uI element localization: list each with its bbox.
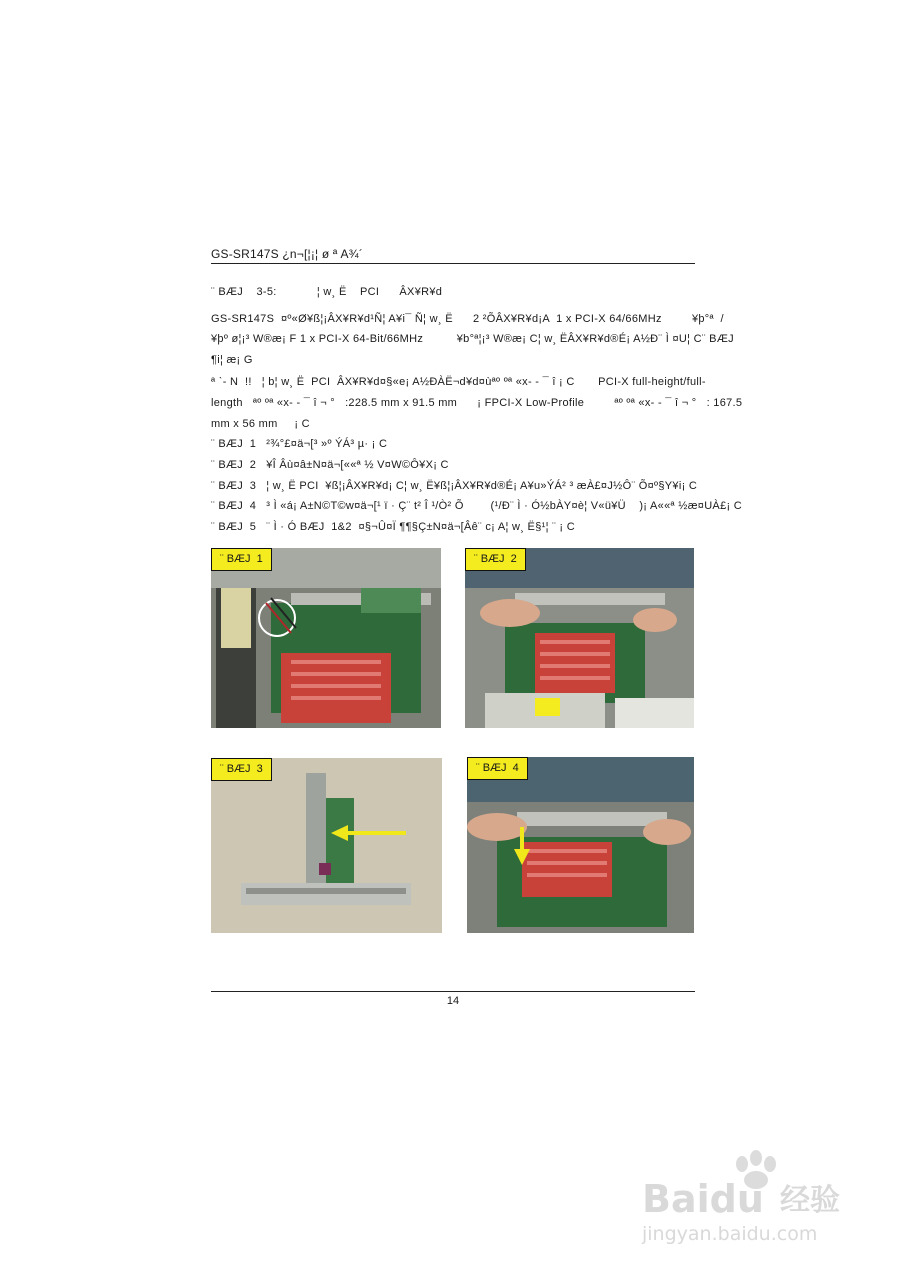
step-label-4: ¨ BÆJ 4: [467, 757, 528, 780]
server-chassis-photo: [465, 548, 694, 728]
body-line: ¨ BÆJ 2 ¥Î Âù¤â±N¤ä¬[««ª ½ V¤W©Ô¥X¡ C: [211, 459, 449, 471]
photo-step-1: [211, 548, 441, 728]
server-chassis-photo: [211, 548, 441, 728]
body-line: ¨ BÆJ 5 ¨ Ì · Ó BÆJ 1&2 ¤§¬Û¤Ï ¶¶§Ç±N¤ä¬[Âê¨ c¡ A¦ w¸ Ë§¹¦ ¨ ¡ C: [211, 521, 575, 533]
photo-step-3: [211, 758, 442, 933]
section-heading: ¨ BÆJ 3-5: ¦ w¸ Ë PCI ÂX¥R¥d: [211, 286, 443, 298]
baidu-jingyan-watermark: [640, 1140, 860, 1250]
server-chassis-photo: [467, 757, 694, 933]
body-line: GS-SR147S ¤º«Ø¥ß¦¡ÂX¥R¥d¹Ñ¦ A¥i¯ Ñ¦ w¸ Ë 2 ²ÕÂX¥R¥d¡A 1 x PCI-X 64/66MHz ¥þ°ª /: [211, 313, 724, 325]
watermark-cn: 经验: [780, 1183, 840, 1218]
step-label-3: ¨ BÆJ 3: [211, 758, 272, 781]
body-line: ¨ BÆJ 1 ²¾°£¤ä¬[³ »º ÝÁ³ µ· ¡ C: [211, 438, 388, 450]
body-line: length ªº ºª «x- - ¯ î ¬ ° :228.5 mm x 91.5 mm ¡ FPCI-X Low-Profile ªº ºª «x- - ¯ î ¬ ° : 167.5: [211, 397, 743, 409]
watermark-url: jingyan.baidu.com: [642, 1223, 818, 1245]
body-line: ¥þº ø¦¡³ W®æ¡ F 1 x PCI-X 64-Bit/66MHz ¥b°ª¦¡³ W®æ¡ C¦ w¸ ËÂX¥R¥d®É¡ A½Ð¨ Ì ¤U¦ C¨ BÆJ: [211, 333, 734, 345]
body-line: ¨ BÆJ 3 ¦ w¸ Ë PCI ¥ß¦¡ÂX¥R¥d¡ C¦ w¸ Ë¥ß¦¡ÂX¥R¥d®É¡ A¥u»ÝÁ² ³ æÀ£¤J½Ô¨ Õ¤º§Y¥i¡ C: [211, 480, 698, 492]
watermark-brand: Baidu: [642, 1177, 764, 1221]
photo-step-4: [467, 757, 694, 933]
footer-rule: [211, 991, 695, 992]
step-label-2: ¨ BÆJ 2: [465, 548, 526, 571]
header-rule: [211, 263, 695, 264]
photo-step-2: [465, 548, 694, 728]
body-line: ¶i¦ æ¡ G: [211, 354, 253, 366]
body-line: ¨ BÆJ 4 ³ Ì «á¡ A±N©T©w¤ä¬[¹ ï · Ç¨ t² Î ¹/Ò² Õ (¹/Ð¨ Ì · Ó½bÀY¤è¦ V«ü¥Ü )¡ A««ª ½æ¤UÀ£¡ C: [211, 500, 743, 512]
body-line: ª ˋ- N !! ¦ b¦ w¸ Ë PCI ÂX¥R¥d¤§«e¡ A½ÐÀË¬d¥d¤ùªº ºª «x- - ¯ î ¡ C PCI-X full-height/full-: [211, 376, 706, 388]
page-header-title: GS-SR147S ¿n¬[¦¡¦ ø ª A¾´: [211, 247, 364, 261]
step-label-1: ¨ BÆJ 1: [211, 548, 272, 571]
body-line: mm x 56 mm ¡ C: [211, 418, 310, 430]
page-number: 14: [446, 995, 460, 1007]
riser-card-photo: [211, 758, 442, 933]
